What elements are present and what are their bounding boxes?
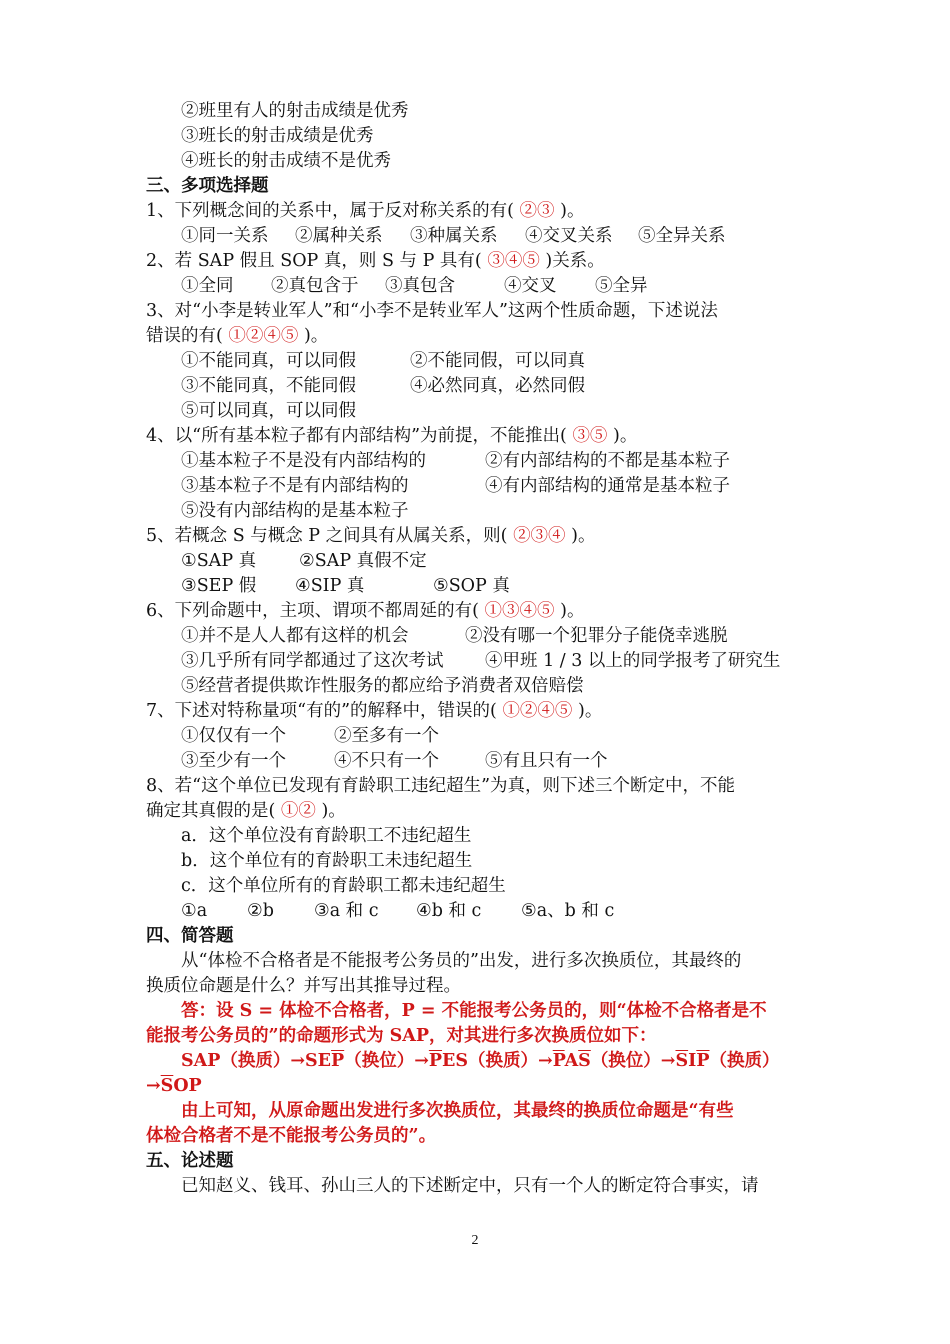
q1-answer: ②③ bbox=[519, 201, 555, 221]
q3-stem-line1: 3、对“小李是转业军人”和“小李不是转业军人”这两个性质命题，下述说法 bbox=[146, 301, 718, 321]
s4-conclusion-line2: 体检合格者不是不能报考公务员的”。 bbox=[146, 1126, 437, 1146]
q6-options-row2: ③几乎所有同学都通过了这次考试 ④甲班 1 / 3 以上的同学报考了研究生 bbox=[181, 651, 781, 671]
s4-derivation-end: $\to\overline{S}OP$ bbox=[146, 1076, 202, 1096]
q8-options: ①a ②b ③a 和 c ④b 和 c ⑤a、b 和 c bbox=[181, 901, 615, 921]
q4-options-row3: ⑤没有内部结构的是基本粒子 bbox=[181, 501, 409, 521]
s5-question-line1: 已知赵义、钱耳、孙山三人的下述断定中，只有一个人的断定符合事实，请 bbox=[181, 1176, 759, 1196]
q5-options-row1: ①SAP 真 ②SAP 真假不定 bbox=[181, 551, 427, 571]
q3-options-row3: ⑤可以同真，可以同假 bbox=[181, 401, 356, 421]
q6-stem: 6、下列命题中，主项、谓项不都周延的有( ①③④⑤ )。 bbox=[146, 601, 585, 621]
s4-answer-line2: 能报考公务员的”的命题形式为 SAP，对其进行多次换质位如下： bbox=[146, 1026, 657, 1046]
q1-stem: 1、下列概念间的关系中，属于反对称关系的有( ②③ )。 bbox=[146, 201, 585, 221]
q4-stem: 4、以“所有基本粒子都有内部结构”为前提，不能推出( ③⑤ )。 bbox=[146, 426, 638, 446]
q8-statement-a: a．这个单位没有育龄职工不违纪超生 bbox=[181, 826, 472, 846]
q3-options-row1: ①不能同真，可以同假 ②不能同假，可以同真 bbox=[181, 351, 585, 371]
section-5-title: 五、论述题 bbox=[146, 1151, 234, 1171]
q4-answer: ③⑤ bbox=[572, 426, 608, 446]
section-4-title: 四、简答题 bbox=[146, 926, 234, 946]
s4-question-line2: 换质位命题是什么？并写出其推导过程。 bbox=[146, 976, 461, 996]
q4-options-row1: ①基本粒子不是没有内部结构的 ②有内部结构的不都是基本粒子 bbox=[181, 451, 730, 471]
s4-question-line1: 从“体检不合格者是不能报考公务员的”出发，进行多次换质位，其最终的 bbox=[181, 951, 742, 971]
q7-answer: ①②④⑤ bbox=[502, 701, 573, 721]
q4-options-row2: ③基本粒子不是有内部结构的 ④有内部结构的通常是基本粒子 bbox=[181, 476, 730, 496]
section-3-title: 三、多项选择题 bbox=[146, 176, 269, 196]
q8-statement-b: b．这个单位有的育龄职工未违纪超生 bbox=[181, 851, 473, 871]
q7-stem: 7、下述对特称量项“有的”的解释中，错误的( ①②④⑤ )。 bbox=[146, 701, 603, 721]
q5-options-row2: ③SEP 假 ④SIP 真 ⑤SOP 真 bbox=[181, 576, 510, 596]
q6-options-row3: ⑤经营者提供欺诈性服务的都应给予消费者双倍赔偿 bbox=[181, 676, 584, 696]
q8-answer: ①② bbox=[280, 801, 316, 821]
q6-options-row1: ①并不是人人都有这样的机会 ②没有哪一个犯罪分子能侥幸逃脱 bbox=[181, 626, 728, 646]
s4-conclusion-line1: 由上可知，从原命题出发进行多次换质位，其最终的换质位命题是“有些 bbox=[181, 1101, 734, 1121]
q3-answer: ①②④⑤ bbox=[228, 326, 299, 346]
q5-stem: 5、若概念 S 与概念 P 之间具有从属关系，则( ②③④ )。 bbox=[146, 526, 596, 546]
page-number: 2 bbox=[471, 1233, 479, 1248]
prev-option-2: ②班里有人的射击成绩是优秀 bbox=[181, 101, 409, 121]
q5-answer: ②③④ bbox=[513, 526, 566, 546]
prev-option-3: ③班长的射击成绩是优秀 bbox=[181, 126, 374, 146]
q7-options-row1: ①仅仅有一个 ②至多有一个 bbox=[181, 726, 439, 746]
q1-options: ①同一关系 ②属种关系 ③种属关系 ④交叉关系 ⑤全异关系 bbox=[181, 226, 726, 246]
s4-answer-line1: 答：设 S = 体检不合格者，P = 不能报考公务员的，则“体检不合格者是不 bbox=[181, 1001, 767, 1021]
q7-options-row2: ③至少有一个 ④不只有一个 ⑤有且只有一个 bbox=[181, 751, 608, 771]
q3-options-row2: ③不能同真，不能同假 ④必然同真，必然同假 bbox=[181, 376, 585, 396]
q6-answer: ①③④⑤ bbox=[484, 601, 555, 621]
q8-statement-c: c．这个单位所有的育龄职工都未违纪超生 bbox=[181, 876, 506, 896]
prev-option-4: ④班长的射击成绩不是优秀 bbox=[181, 151, 391, 171]
q2-stem: 2、若 SAP 假且 SOP 真，则 S 与 P 具有( ③④⑤ )关系。 bbox=[146, 251, 605, 271]
q8-stem-line1: 8、若“这个单位已发现有育龄职工违纪超生”为真，则下述三个断定中，不能 bbox=[146, 776, 736, 796]
q8-stem-line2: 确定其真假的是( ①② )。 bbox=[146, 801, 346, 821]
q2-options: ①全同 ②真包含于 ③真包含 ④交叉 ⑤全异 bbox=[181, 276, 648, 296]
s4-derivation-chain: SAP（换质）$\to SE\overline{P}$（换位）$\to\overline{P}ES$（换质）$\to\overline{P}A\overline{S}$（换位）$\to\overline{S}I\overline{P}$（换质） bbox=[181, 1051, 780, 1071]
q2-answer: ③④⑤ bbox=[487, 251, 540, 271]
q3-stem-line2: 错误的有( ①②④⑤ )。 bbox=[146, 326, 329, 346]
